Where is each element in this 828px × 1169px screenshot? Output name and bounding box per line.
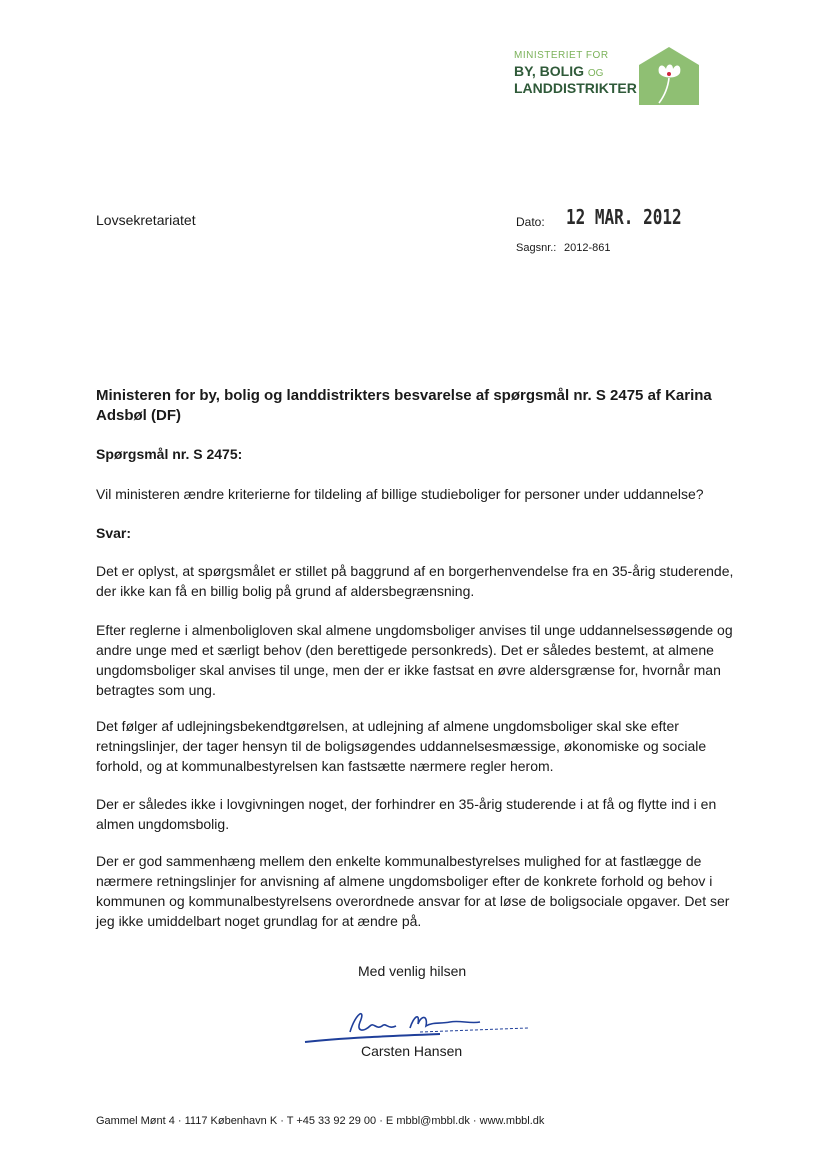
recipient: Lovsekretariatet [96, 212, 196, 228]
question-heading: Spørgsmål nr. S 2475: [96, 446, 243, 462]
ministry-logo [514, 47, 704, 107]
logo-line-1: MINISTERIET FOR [514, 50, 609, 61]
answer-paragraph: Efter reglerne i almenboligloven skal almene ungdomsboliger anvises til unge uddannelsessøgende og andre unge med et særligt behov (den berettigede personkreds). Det er således bestemt, at almene ungdomsboliger skal anvises til unge, men der er ikke fastsat en øvre aldersgrænse for, hvornår man betragtes som ung. [96, 622, 733, 698]
answer-paragraph: Der er god sammenhæng mellem den enkelte kommunalbestyrelses mulighed for at fastlægge de nærmere retningslinjer for anvisning af almene ungdomsboliger efter de konkrete forhold og behov i kommunen og kommunalbestyrelsens overordnede ansvar for at løse de boligsociale opgaver. Det ser jeg ikke umiddelbart noget grundlag for at ændre på. [96, 853, 730, 929]
closing-greeting: Med venlig hilsen [358, 963, 467, 979]
signer-name: Carsten Hansen [361, 1043, 463, 1059]
logo-og: OG [587, 68, 604, 79]
answer-paragraph: Der er således ikke i lovgivningen noget, der forhindrer en 35-årig studerende i at få og flytte ind i en almen ungdomsbolig. [96, 796, 717, 832]
house-flower-icon [639, 47, 699, 105]
logo-line-2-text: BY, BOLIG [514, 63, 585, 79]
question-text: Vil ministeren ændre kriterierne for tildeling af billige studieboliger for personer under uddannelse? [96, 486, 704, 502]
case-number-label: Sagsnr.: [516, 242, 557, 254]
date-label: Dato: [516, 215, 545, 229]
logo-wordmark [514, 51, 654, 95]
case-number: 2012-861 [564, 242, 611, 254]
answer-paragraph: Det følger af udlejningsbekendtgørelsen, at udlejning af almene ungdomsboliger skal ske efter retningslinjer, der tager hensyn til de boligsøgendes uddannelsesmæssige, økonomiske og sociale forhold, og at kommunalbestyrelsen kan fastsætte nærmere regler herom. [96, 718, 707, 774]
answer-paragraph: Det er oplyst, at spørgsmålet er stillet på baggrund af en borgerhenvendelse fra en 35-årig studerende, der ikke kan få en billig bolig på grund af aldersbegrænsning. [96, 563, 734, 599]
logo-line-2 [514, 64, 654, 79]
logo-line-3: LANDDISTRIKTER [514, 80, 637, 96]
answer-heading: Svar: [96, 525, 132, 541]
footer-contact: Gammel Mønt 4 · 1117 København K · T +45 33 92 29 00 · E mbbl@mbbl.dk · www.mbbl.dk [96, 1115, 545, 1127]
date-stamp: 12 MAR. 2012 [566, 205, 682, 229]
document-title: Ministeren for by, bolig og landdistrikters besvarelse af spørgsmål nr. S 2475 af Karina Adsbøl (DF) [96, 387, 712, 424]
